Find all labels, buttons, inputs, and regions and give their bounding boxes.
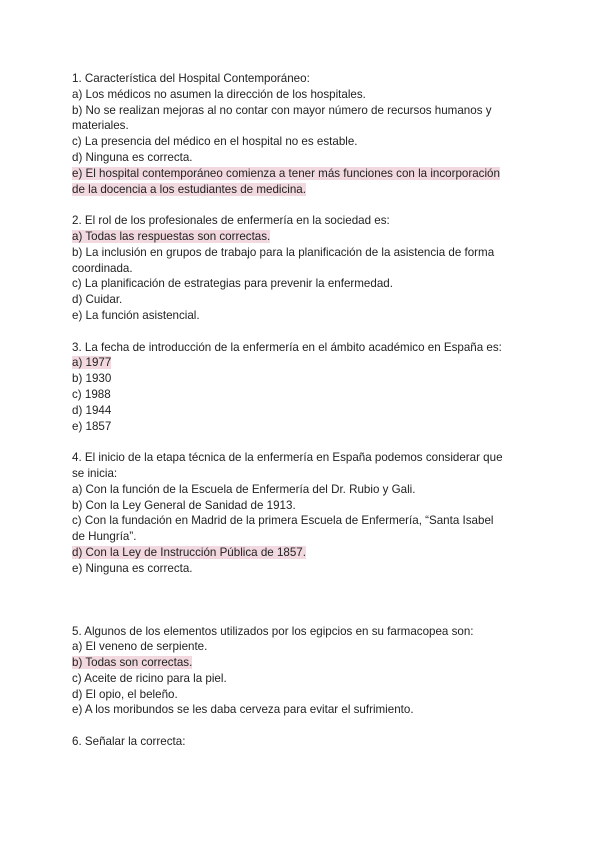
answer-option (72, 671, 534, 687)
answer-option-highlighted (72, 182, 534, 198)
line-text: d) Ninguna es correcta. (72, 150, 193, 164)
answer-option (72, 134, 534, 150)
line-text: e) Ninguna es correcta. (72, 561, 193, 575)
answer-option-highlighted (72, 355, 534, 371)
answer-option (72, 466, 534, 482)
question-block-3 (72, 340, 534, 435)
answer-option (72, 529, 534, 545)
highlighted-text: e) El hospital contemporáneo comienza a tener más funciones con la incorporación (72, 166, 500, 180)
line-text: 2. El rol de los profesionales de enfermería en la sociedad es: (72, 214, 390, 228)
answer-option (72, 118, 534, 134)
answer-option-highlighted (72, 545, 534, 561)
question-text (72, 450, 534, 466)
question-spacer (72, 577, 534, 624)
question-text (72, 71, 534, 87)
line-text: 1. Característica del Hospital Contemporáneo: (72, 72, 310, 85)
highlighted-text: b) Todas son correctas. (72, 656, 193, 670)
line-text: de Hungría”. (72, 530, 137, 544)
line-text: b) La inclusión en grupos de trabajo para la planificación de la asistencia de forma (72, 245, 495, 259)
line-text: e) 1857 (72, 419, 112, 433)
answer-option (72, 150, 534, 166)
question-text (72, 213, 534, 229)
highlighted-text: d) Con la Ley de Instrucción Pública de 1857. (72, 545, 306, 559)
question-block-4 (72, 450, 534, 576)
answer-option (72, 702, 534, 718)
answer-option-highlighted (72, 229, 534, 245)
line-text: 5. Algunos de los elementos utilizados por los egipcios en su farmacopea son: (72, 624, 474, 638)
answer-option (72, 687, 534, 703)
line-text: c) Con la fundación en Madrid de la primera Escuela de Enfermería, “Santa Isabel (72, 514, 494, 528)
answer-option (72, 308, 534, 324)
answer-option (72, 403, 534, 419)
line-text: b) Con la Ley General de Sanidad de 1913. (72, 498, 296, 512)
answer-option (72, 639, 534, 655)
line-text: c) La presencia del médico en el hospital no es estable. (72, 135, 358, 149)
highlighted-text: de la docencia a los estudiantes de medicina. (72, 182, 306, 196)
answer-option (72, 245, 534, 261)
question-spacer (72, 197, 534, 213)
line-text: 6. Señalar la correcta: (72, 735, 186, 749)
answer-option (72, 292, 534, 308)
answer-option (72, 498, 534, 514)
line-text: a) Con la función de la Escuela de Enfermería del Dr. Rubio y Gali. (72, 482, 416, 496)
line-text: b) No se realizan mejoras al no contar con mayor número de recursos humanos y (72, 103, 492, 117)
answer-option (72, 371, 534, 387)
question-block-5 (72, 624, 534, 719)
line-text: e) La función asistencial. (72, 308, 200, 322)
answer-option (72, 87, 534, 103)
answer-option (72, 103, 534, 119)
question-block-1 (72, 71, 534, 197)
question-block-2 (72, 213, 534, 324)
answer-option (72, 276, 534, 292)
line-text: c) La planificación de estrategias para prevenir la enfermedad. (72, 277, 393, 291)
line-text: d) Cuidar. (72, 293, 123, 307)
line-text: e) A los moribundos se les daba cerveza para evitar el sufrimiento. (72, 703, 414, 717)
question-block-6 (72, 734, 534, 750)
document-body (72, 71, 534, 750)
line-text: 3. La fecha de introducción de la enfermería en el ámbito académico en España es: (72, 340, 502, 354)
question-text (72, 734, 534, 750)
answer-option (72, 561, 534, 577)
line-text: b) 1930 (72, 372, 112, 386)
line-text: c) Aceite de ricino para la piel. (72, 671, 227, 685)
answer-option-highlighted (72, 166, 534, 182)
answer-option (72, 513, 534, 529)
question-spacer (72, 324, 534, 340)
answer-option (72, 387, 534, 403)
line-text: c) 1988 (72, 387, 111, 401)
answer-option-highlighted (72, 655, 534, 671)
answer-option (72, 482, 534, 498)
question-text (72, 624, 534, 640)
line-text: a) Los médicos no asumen la dirección de los hospitales. (72, 87, 366, 101)
answer-option (72, 419, 534, 435)
line-text: materiales. (72, 119, 129, 133)
highlighted-text: a) 1977 (72, 356, 112, 370)
highlighted-text: a) Todas las respuestas son correctas. (72, 229, 271, 243)
question-text (72, 340, 534, 356)
line-text: coordinada. (72, 261, 133, 275)
line-text: d) El opio, el beleño. (72, 687, 178, 701)
answer-option (72, 261, 534, 277)
line-text: se inicia: (72, 466, 118, 480)
line-text: d) 1944 (72, 403, 112, 417)
question-spacer (72, 434, 534, 450)
question-spacer (72, 718, 534, 734)
line-text: a) El veneno de serpiente. (72, 640, 208, 654)
line-text: 4. El inicio de la etapa técnica de la enfermería en España podemos considerar que (72, 451, 503, 465)
